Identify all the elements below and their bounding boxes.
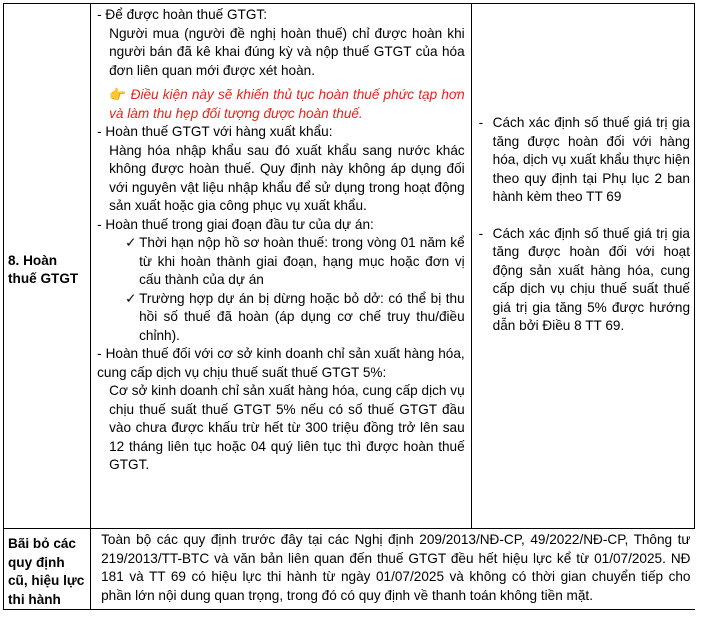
row-label-cell xyxy=(4,4,91,529)
table-row-vat-refund xyxy=(4,4,695,529)
checklist-item xyxy=(97,290,465,346)
notes-cell xyxy=(471,4,694,529)
block-heading: - Hoàn thuế GTGT với hàng xuất khẩu: xyxy=(97,124,333,139)
warning-text: Điều kiện này sẽ khiến thủ tục hoàn thuế phức tạp hơn và làm thu hẹp đối tượng được hoàn thuế. xyxy=(109,87,465,121)
row-label: Bãi bỏ các quy định cũ, hiệu lực thi hành xyxy=(8,536,85,607)
checklist-text: Trường hợp dự án bị dừng hoặc bỏ dở: có thể bị thu hồi số thuế đã hoàn (áp dụng cơ chế truy thu/điều chỉnh). xyxy=(139,290,465,343)
note-item xyxy=(472,114,690,207)
row-label: 8. Hoàn thuế GTGT xyxy=(8,252,79,286)
checkmark-icon: ✓ xyxy=(125,235,137,250)
note-text: Cách xác định số thuế giá trị gia tăng được hoàn đối với hoạt động sản xuất hàng hóa, cung cấp dịch vụ chịu thuế suất thuế giá trị gia tăng 5% được hướng dẫn bởi Điều 8 TT 69. xyxy=(492,225,690,333)
note-dash: - xyxy=(478,225,484,241)
checkmark-icon: ✓ xyxy=(125,290,137,306)
regulation-table xyxy=(3,3,695,610)
table-row-repeal-effect xyxy=(4,529,695,610)
block-heading: - Hoàn thuế đối với cơ sở kinh doanh chỉ sản xuất hàng hóa, cung cấp dịch vụ chịu thuế suất thuế GTGT 5%: xyxy=(97,346,465,380)
block-text: Người mua (người đề nghị hoàn thuế) chỉ được hoàn khi người bán đã kê khai đúng kỳ và nộp thuế GTGT của hóa đơn liên quan mới được xét hoàn. xyxy=(109,25,465,78)
block-text: Cơ sở kinh doanh chỉ sản xuất hàng hóa, cung cấp dịch vụ chịu thuế suất thuế GTGT 5% nếu có số thuế GTGT đầu vào chưa được khấu trừ hết từ 300 triệu đồng trở lên sau 12 tháng liên tục hoặc 04 quý liên tục thì được hoàn thuế GTGT. xyxy=(109,383,465,472)
block-heading: - Hoàn thuế trong giai đoạn đầu tư của dự án: xyxy=(97,216,374,232)
block-text: Hàng hóa nhập khẩu sau đó xuất khẩu sang nước khác không được hoàn thuế. Quy định này không áp dụng đối với nguyên vật liệu nhập khẩu để sử dụng trong hoạt động sản xuất hoặc gia công phục vụ xuất khẩu. xyxy=(109,142,465,213)
checklist-text: Thời hạn nộp hồ sơ hoàn thuế: trong vòng 01 năm kể từ khi hoàn thành giai đoạn, hạng mục hoặc đơn vị cấu thành của dự án xyxy=(139,235,465,287)
note-dash: - xyxy=(478,115,484,130)
block-heading: - Để được hoàn thuế GTGT: xyxy=(97,7,268,22)
pointing-hand-icon: 👉 xyxy=(109,87,127,102)
content-cell: Toàn bộ các quy định trước đây tại các Nghị định 209/2013/NĐ-CP, 49/2022/NĐ-CP, Thông tư 219/2013/TT-BTC và văn bản liên quan đến thuế GTGT đều hết hiệu lực kể từ 01/07/2025. NĐ 181 và TT 69 có hiệu lực thi hành từ ngày 01/07/2025 và không có thời gian chuyển tiếp cho phần lớn nội dung quan trọng, trong đó có quy định về thanh toán không tiền mặt. xyxy=(91,529,695,610)
checklist-item xyxy=(97,234,465,290)
row-label-cell xyxy=(4,529,91,610)
warning-note xyxy=(97,86,465,123)
content-cell xyxy=(91,4,472,529)
note-text: Cách xác định số thuế giá trị gia tăng được hoàn đối với hàng hóa, dịch vụ xuất khẩu thực hiện theo quy định tại Phụ lục 2 ban hành kèm theo TT 69 xyxy=(492,115,690,204)
note-item xyxy=(472,225,690,336)
